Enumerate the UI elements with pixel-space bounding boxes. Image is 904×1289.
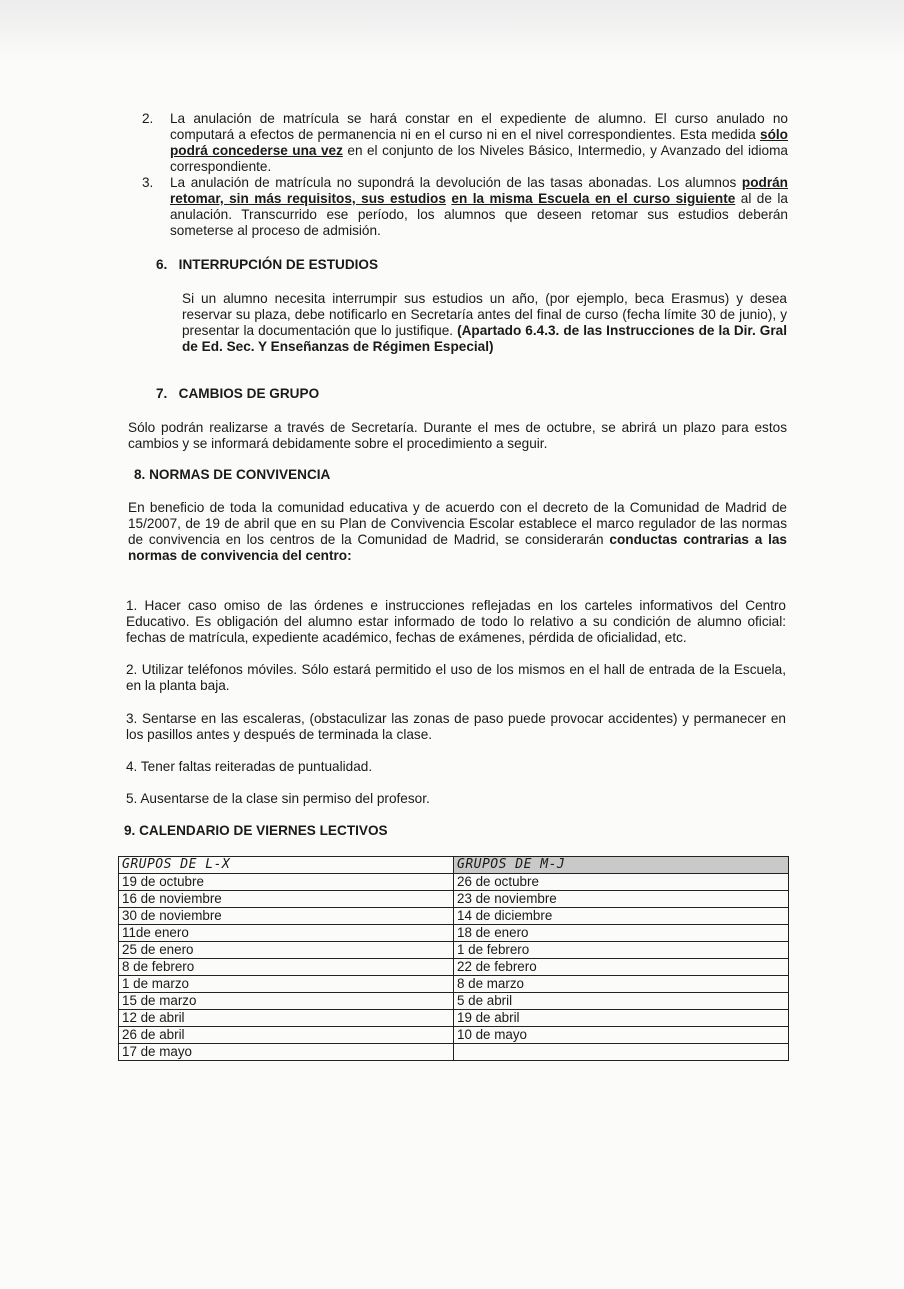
table-row [119,874,789,891]
cell-lx: 8 de febrero [119,959,454,976]
section-8-heading: 8. NORMAS DE CONVIVENCIA [134,467,331,482]
section-6-heading: 6. INTERRUPCIÓN DE ESTUDIOS [156,257,379,272]
table-row [119,925,789,942]
cell-mj: 18 de enero [454,925,789,942]
section-8-intro: En beneficio de toda la comunidad educativa y de acuerdo con el decreto de la Comunidad de Madrid de 15/2007, de 19 de abril que en su Plan de Convivencia Escolar establece el marco regulador de las normas de convivencia en los centros de la Comunidad de Madrid, se considerarán conductas contrarias a las normas de convivencia del centro: [128,500,787,563]
cell-mj: 5 de abril [454,993,789,1010]
cell-lx: 1 de marzo [119,976,454,993]
table-row [119,942,789,959]
cell-lx: 12 de abril [119,1010,454,1027]
cell-lx: 25 de enero [119,942,454,959]
cell-lx: 15 de marzo [119,993,454,1010]
cell-mj: 1 de febrero [454,942,789,959]
calendar-table [118,856,789,1061]
cell-mj: 8 de marzo [454,976,789,993]
table-row [119,1027,789,1044]
list-item-2: 2. La anulación de matrícula se hará constar en el expediente de alumno. El curso anulado no computará a efectos de permanencia ni en el curso ni en el nivel correspondientes. Esta medida sólo podrá concederse una vez en el conjunto de los Niveles Básico, Intermedio, y Avanzado del idioma correspondiente. [142,111,788,174]
convivencia-rule-3: 3. Sentarse en las escaleras, (obstaculizar las zonas de paso puede provocar accidentes) y permanecer en los pasillos antes y después de terminada la clase. [126,711,786,742]
calendar-body [119,874,789,1061]
convivencia-rule-1: 1. Hacer caso omiso de las órdenes e instrucciones reflejadas en los carteles informativos del Centro Educativo. Es obligación del alumno estar informado de todo lo relativo a su condición de alumno oficial: fechas de matrícula, expediente académico, fechas de exámenes, pérdida de oficialidad, etc. [126,598,786,645]
column-header-mj: GRUPOS DE M-J [454,857,789,874]
cell-lx: 26 de abril [119,1027,454,1044]
scan-shadow [0,0,904,60]
anulacion-list [142,111,788,239]
table-row [119,959,789,976]
convivencia-rule-4: 4. Tener faltas reiteradas de puntualidad. [126,759,373,774]
table-header-row [119,857,789,874]
cell-mj: 19 de abril [454,1010,789,1027]
table-row [119,976,789,993]
cell-lx: 16 de noviembre [119,891,454,908]
cell-mj: 10 de mayo [454,1027,789,1044]
cell-lx: 19 de octubre [119,874,454,891]
table-row [119,908,789,925]
table-row [119,993,789,1010]
cell-lx: 30 de noviembre [119,908,454,925]
table-row [119,1010,789,1027]
section-6-text: Si un alumno necesita interrumpir sus estudios un año, (por ejemplo, beca Erasmus) y desea reservar su plaza, debe notificarlo en Secretaría antes del final de curso (fecha límite 30 de junio), y presentar la documentación que lo justifique. (Apartado 6.4.3. de las Instrucciones de la Dir. Gral de Ed. Sec. Y Enseñanzas de Régimen Especial) [182,291,787,354]
cell-mj: 22 de febrero [454,959,789,976]
column-header-lx: GRUPOS DE L-X [119,857,454,874]
cell-mj [454,1044,789,1061]
cell-mj: 14 de diciembre [454,908,789,925]
cell-mj: 26 de octubre [454,874,789,891]
table-row [119,891,789,908]
cell-mj: 23 de noviembre [454,891,789,908]
section-7-text: Sólo podrán realizarse a través de Secretaría. Durante el mes de octubre, se abrirá un plazo para estos cambios y se informará debidamente sobre el procedimiento a seguir. [128,420,787,451]
cell-lx: 11de enero [119,925,454,942]
section-9-heading: 9. CALENDARIO DE VIERNES LECTIVOS [124,823,388,838]
table-row [119,1044,789,1061]
convivencia-rule-5: 5. Ausentarse de la clase sin permiso del profesor. [126,791,430,806]
list-item-3: 3. La anulación de matrícula no supondrá la devolución de las tasas abonadas. Los alumnos podrán retomar, sin más requisitos, sus estudios en la misma Escuela en el curso siguiente al de la anulación. Transcurrido ese período, los alumnos que deseen retomar sus estudios deberán someterse al proceso de admisión. [142,175,788,238]
section-7-heading: 7. CAMBIOS DE GRUPO [156,386,320,401]
convivencia-rule-2: 2. Utilizar teléfonos móviles. Sólo estará permitido el uso de los mismos en el hall de entrada de la Escuela, en la planta baja. [126,662,786,693]
cell-lx: 17 de mayo [119,1044,454,1061]
